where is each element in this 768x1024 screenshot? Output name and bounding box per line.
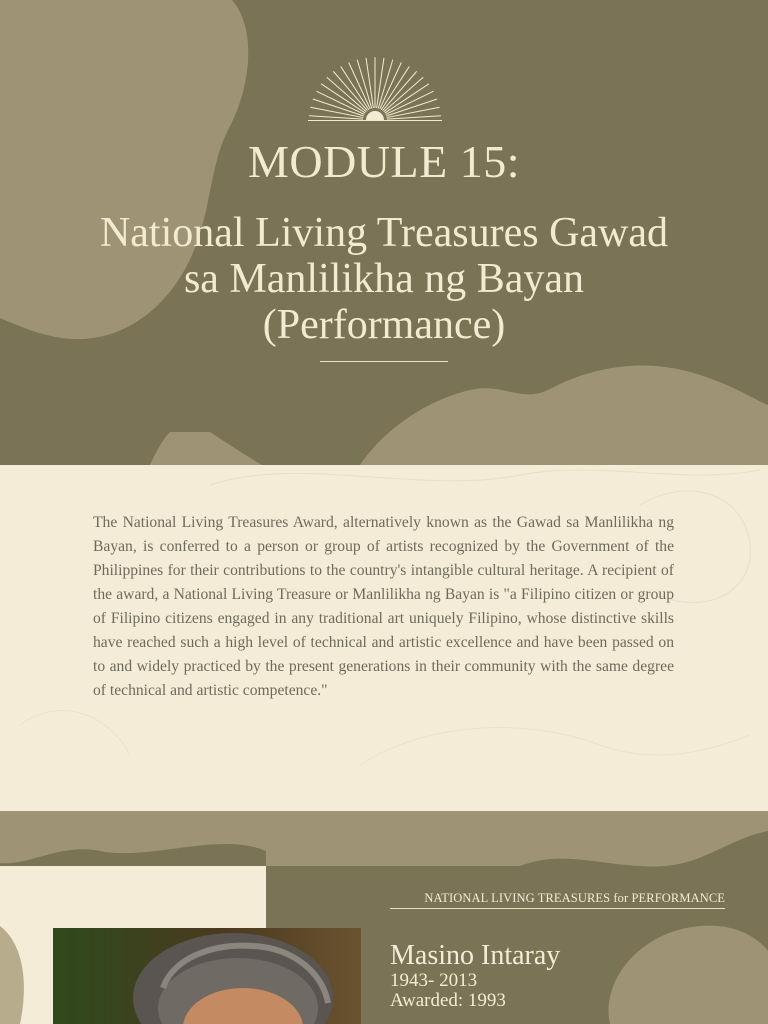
- awardee-years: 1943- 2013: [390, 970, 478, 991]
- sunburst-ray: [327, 77, 366, 112]
- intro-paragraph: The National Living Treasures Award, alternatively known as the Gawad sa Manlilikha ng Bayan, is conferred to a person or group of artists recognized by the Government of the Philippines for their contributions to the country's intangible cultural heritage. A recipient of the award, a National Living Treasure or Manlilikha ng Bayan is "a Filipino citizen or group of Filipino citizens engaged in any traditional art uniquely Filipino, whose distinctive skills have reached such a high level of technical and artistic excellence and have been passed on to and widely practiced by the present generations in their community with the same degree of technical and artistic competence.": [93, 514, 674, 699]
- section-rule: [390, 908, 725, 909]
- awardee-awarded: Awarded: 1993: [390, 990, 506, 1011]
- sunburst-icon: [304, 50, 446, 122]
- portrait-illustration: [53, 928, 361, 1024]
- intro-panel: [0, 465, 768, 811]
- subtitle-line: (Performance): [262, 302, 506, 348]
- module-title: MODULE 15:: [247, 136, 521, 187]
- subtitle-line: National Living Treasures Gawad: [99, 210, 669, 256]
- subtitle-line: sa Manlilikha ng Bayan: [183, 256, 585, 302]
- awardee-name: Masino Intaray: [390, 940, 561, 971]
- sunburst-ray: [341, 66, 369, 109]
- sunburst-ray: [384, 77, 423, 112]
- header-divider: [320, 361, 448, 362]
- awardee-portrait: [53, 928, 361, 1024]
- header-section: [0, 0, 768, 465]
- module-subtitle: [40, 210, 728, 348]
- section-label: NATIONAL LIVING TREASURES for PERFORMANCE: [424, 891, 725, 905]
- sunburst-ray: [381, 66, 409, 109]
